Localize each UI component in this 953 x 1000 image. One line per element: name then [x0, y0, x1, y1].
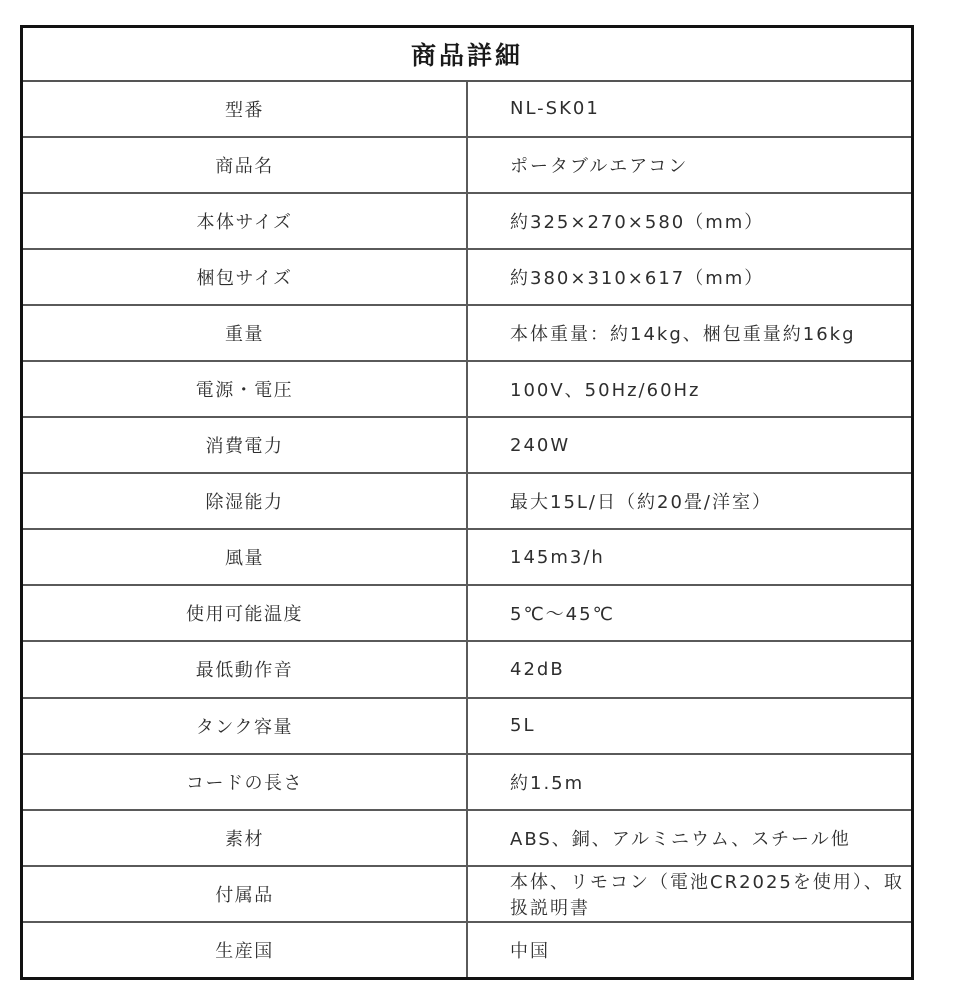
- spec-value: 約325×270×580（mm）: [467, 193, 913, 249]
- spec-value: 5℃～45℃: [467, 585, 913, 641]
- spec-value: ABS、銅、アルミニウム、スチール他: [467, 810, 913, 866]
- spec-value: 中国: [510, 940, 550, 962]
- table-header-row: [22, 27, 913, 81]
- spec-value: ポータブルエアコン: [467, 137, 913, 193]
- table-row: [22, 810, 913, 866]
- spec-value: 5L: [467, 698, 913, 754]
- table-row: [22, 754, 913, 810]
- spec-label: 商品名: [22, 137, 468, 193]
- table-row: [22, 698, 913, 754]
- spec-label: コードの長さ: [22, 754, 468, 810]
- spec-value: 145m3/h: [467, 529, 913, 585]
- table-row: [22, 193, 913, 249]
- spec-label: 梱包サイズ: [22, 249, 468, 305]
- table-row: [22, 641, 913, 697]
- spec-value: 240W: [467, 417, 913, 473]
- spec-value: 約1.5m: [467, 754, 913, 810]
- spec-label: 重量: [22, 305, 468, 361]
- spec-value: 本体重量：約14kg、梱包重量約16kg: [467, 305, 913, 361]
- spec-value: 本体、リモコン（電池CR2025を使用）、取扱説明書: [467, 866, 913, 922]
- product-details-table: [20, 25, 914, 980]
- spec-value: 約380×310×617（mm）: [467, 249, 913, 305]
- spec-label: 除湿能力: [22, 473, 468, 529]
- table-row: [22, 81, 913, 137]
- spec-label: タンク容量: [22, 698, 468, 754]
- spec-value: NL-SK01: [467, 81, 913, 137]
- spec-value: 42dB: [467, 641, 913, 697]
- table-row: [22, 866, 913, 922]
- table-row: [22, 137, 913, 193]
- table-body: [22, 81, 913, 979]
- table-row: [22, 249, 913, 305]
- table-title: 商品詳細: [22, 27, 913, 81]
- table-row: [22, 529, 913, 585]
- spec-value: 最大15L/日（約20畳/洋室）: [467, 473, 913, 529]
- spec-label: 本体サイズ: [22, 193, 468, 249]
- spec-label: 素材: [22, 810, 468, 866]
- table-row: [22, 305, 913, 361]
- table-row: [22, 922, 913, 978]
- spec-label: 付属品: [22, 866, 468, 922]
- spec-label: 最低動作音: [22, 641, 468, 697]
- spec-label: 使用可能温度: [22, 585, 468, 641]
- table-row: [22, 585, 913, 641]
- table-row: [22, 361, 913, 417]
- spec-label: 消費電力: [22, 417, 468, 473]
- spec-label: 生産国: [22, 922, 468, 978]
- spec-label: 電源・電圧: [22, 361, 468, 417]
- spec-label: 風量: [22, 529, 468, 585]
- spec-label: 型番: [22, 81, 468, 137]
- spec-value: 100V、50Hz/60Hz: [467, 361, 913, 417]
- table-row: [22, 473, 913, 529]
- table-row: [22, 417, 913, 473]
